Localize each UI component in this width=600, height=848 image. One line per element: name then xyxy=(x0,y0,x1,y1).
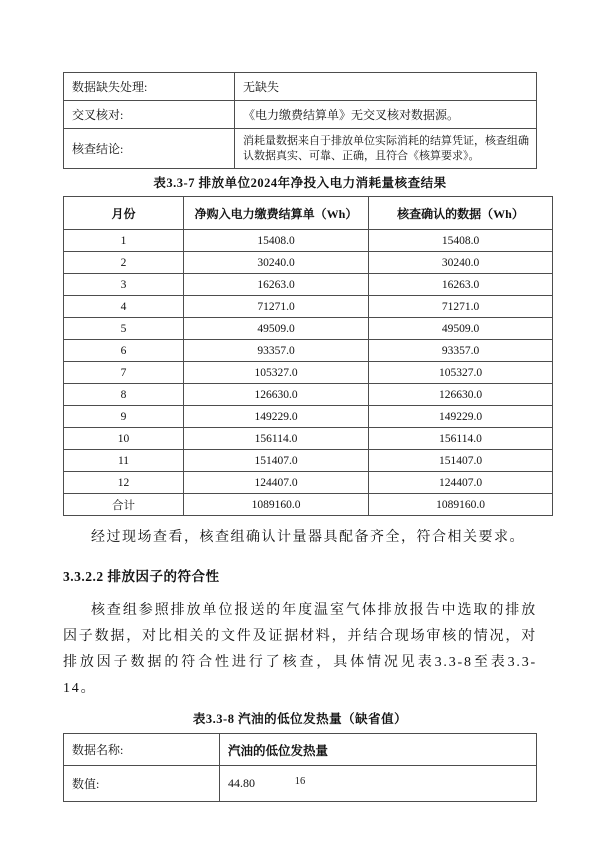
section-heading-3-3-2-2: 3.3.2.2 排放因子的符合性 xyxy=(63,569,220,584)
verified-cell: 49509.0 xyxy=(369,318,553,340)
header-verified: 核查确认的数据（Wh） xyxy=(369,197,553,230)
verified-cell: 124407.0 xyxy=(369,472,553,494)
month-cell: 4 xyxy=(64,296,184,318)
table-row xyxy=(64,274,553,296)
settlement-cell: 105327.0 xyxy=(184,362,369,384)
table-row xyxy=(64,252,553,274)
settlement-cell: 71271.0 xyxy=(184,296,369,318)
settlement-cell: 93357.0 xyxy=(184,340,369,362)
settlement-cell: 149229.0 xyxy=(184,406,369,428)
paragraph-metering-check: 经过现场查看，核查组确认计量器具配备齐全，符合相关要求。 xyxy=(91,530,525,545)
total-label-cell: 合计 xyxy=(64,494,184,516)
table-header-row xyxy=(64,197,553,230)
kv-row-value: 44.80 xyxy=(220,766,537,802)
table-row xyxy=(64,734,537,766)
page-number: 16 xyxy=(294,776,306,787)
table-row xyxy=(64,318,553,340)
table-caption-3-3-7: 表3.3-7 排放单位2024年净投入电力消耗量核查结果 xyxy=(153,176,447,190)
settlement-cell: 16263.0 xyxy=(184,274,369,296)
settlement-cell: 15408.0 xyxy=(184,230,369,252)
table-row xyxy=(64,450,553,472)
table-row xyxy=(64,129,537,169)
verified-cell: 151407.0 xyxy=(369,450,553,472)
table-row xyxy=(64,296,553,318)
settlement-cell: 30240.0 xyxy=(184,252,369,274)
table-row xyxy=(64,73,537,101)
page-content xyxy=(63,72,537,802)
verified-total-cell: 1089160.0 xyxy=(369,494,553,516)
settlement-cell: 124407.0 xyxy=(184,472,369,494)
table-row xyxy=(64,230,553,252)
monthly-electricity-table xyxy=(63,196,553,516)
kv-row-value: 汽油的低位发热量 xyxy=(220,734,537,766)
table-row xyxy=(64,472,553,494)
verified-cell: 93357.0 xyxy=(369,340,553,362)
table-row xyxy=(64,428,553,450)
month-cell: 7 xyxy=(64,362,184,384)
month-cell: 9 xyxy=(64,406,184,428)
header-month: 月份 xyxy=(64,197,184,230)
info-row-label: 交叉核对: xyxy=(64,101,235,129)
kv-row-label: 数值: xyxy=(64,766,220,802)
month-cell: 3 xyxy=(64,274,184,296)
settlement-cell: 49509.0 xyxy=(184,318,369,340)
settlement-cell: 126630.0 xyxy=(184,384,369,406)
verified-cell: 30240.0 xyxy=(369,252,553,274)
kv-row-label: 数据名称: xyxy=(64,734,220,766)
month-cell: 10 xyxy=(64,428,184,450)
data-quality-info-table xyxy=(63,72,537,169)
verified-cell: 16263.0 xyxy=(369,274,553,296)
info-row-value: 消耗量数据来自于排放单位实际消耗的结算凭证，核查组确认数据真实、可靠、正确，且符合《核算要求》。 xyxy=(235,129,537,169)
table-row xyxy=(64,362,553,384)
info-row-value: 《电力缴费结算单》无交叉核对数据源。 xyxy=(235,101,537,129)
verified-cell: 105327.0 xyxy=(369,362,553,384)
month-cell: 1 xyxy=(64,230,184,252)
month-cell: 11 xyxy=(64,450,184,472)
info-row-value: 无缺失 xyxy=(235,73,537,101)
settlement-total-cell: 1089160.0 xyxy=(184,494,369,516)
verified-cell: 15408.0 xyxy=(369,230,553,252)
month-cell: 2 xyxy=(64,252,184,274)
table-row xyxy=(64,101,537,129)
verified-cell: 71271.0 xyxy=(369,296,553,318)
table-row xyxy=(64,340,553,362)
table-total-row xyxy=(64,494,553,516)
info-row-label: 核查结论: xyxy=(64,129,235,169)
table-row xyxy=(64,406,553,428)
month-cell: 5 xyxy=(64,318,184,340)
verified-cell: 149229.0 xyxy=(369,406,553,428)
verified-cell: 126630.0 xyxy=(369,384,553,406)
info-row-label: 数据缺失处理: xyxy=(64,73,235,101)
gasoline-heating-value-table xyxy=(63,733,537,802)
settlement-cell: 151407.0 xyxy=(184,450,369,472)
table-caption-3-3-8: 表3.3-8 汽油的低位发热量（缺省值） xyxy=(192,712,408,726)
paragraph-emission-factor: 核查组参照排放单位报送的年度温室气体排放报告中选取的排放因子数据，对比相关的文件及证据材料，并结合现场审核的情况，对排放因子数据的符合性进行了核查，具体情况见表3.3-8至表3.3-14。 xyxy=(63,603,537,696)
table-row xyxy=(64,384,553,406)
settlement-cell: 156114.0 xyxy=(184,428,369,450)
verified-cell: 156114.0 xyxy=(369,428,553,450)
month-cell: 12 xyxy=(64,472,184,494)
header-settlement: 净购入电力缴费结算单（Wh） xyxy=(184,197,369,230)
month-cell: 6 xyxy=(64,340,184,362)
month-cell: 8 xyxy=(64,384,184,406)
